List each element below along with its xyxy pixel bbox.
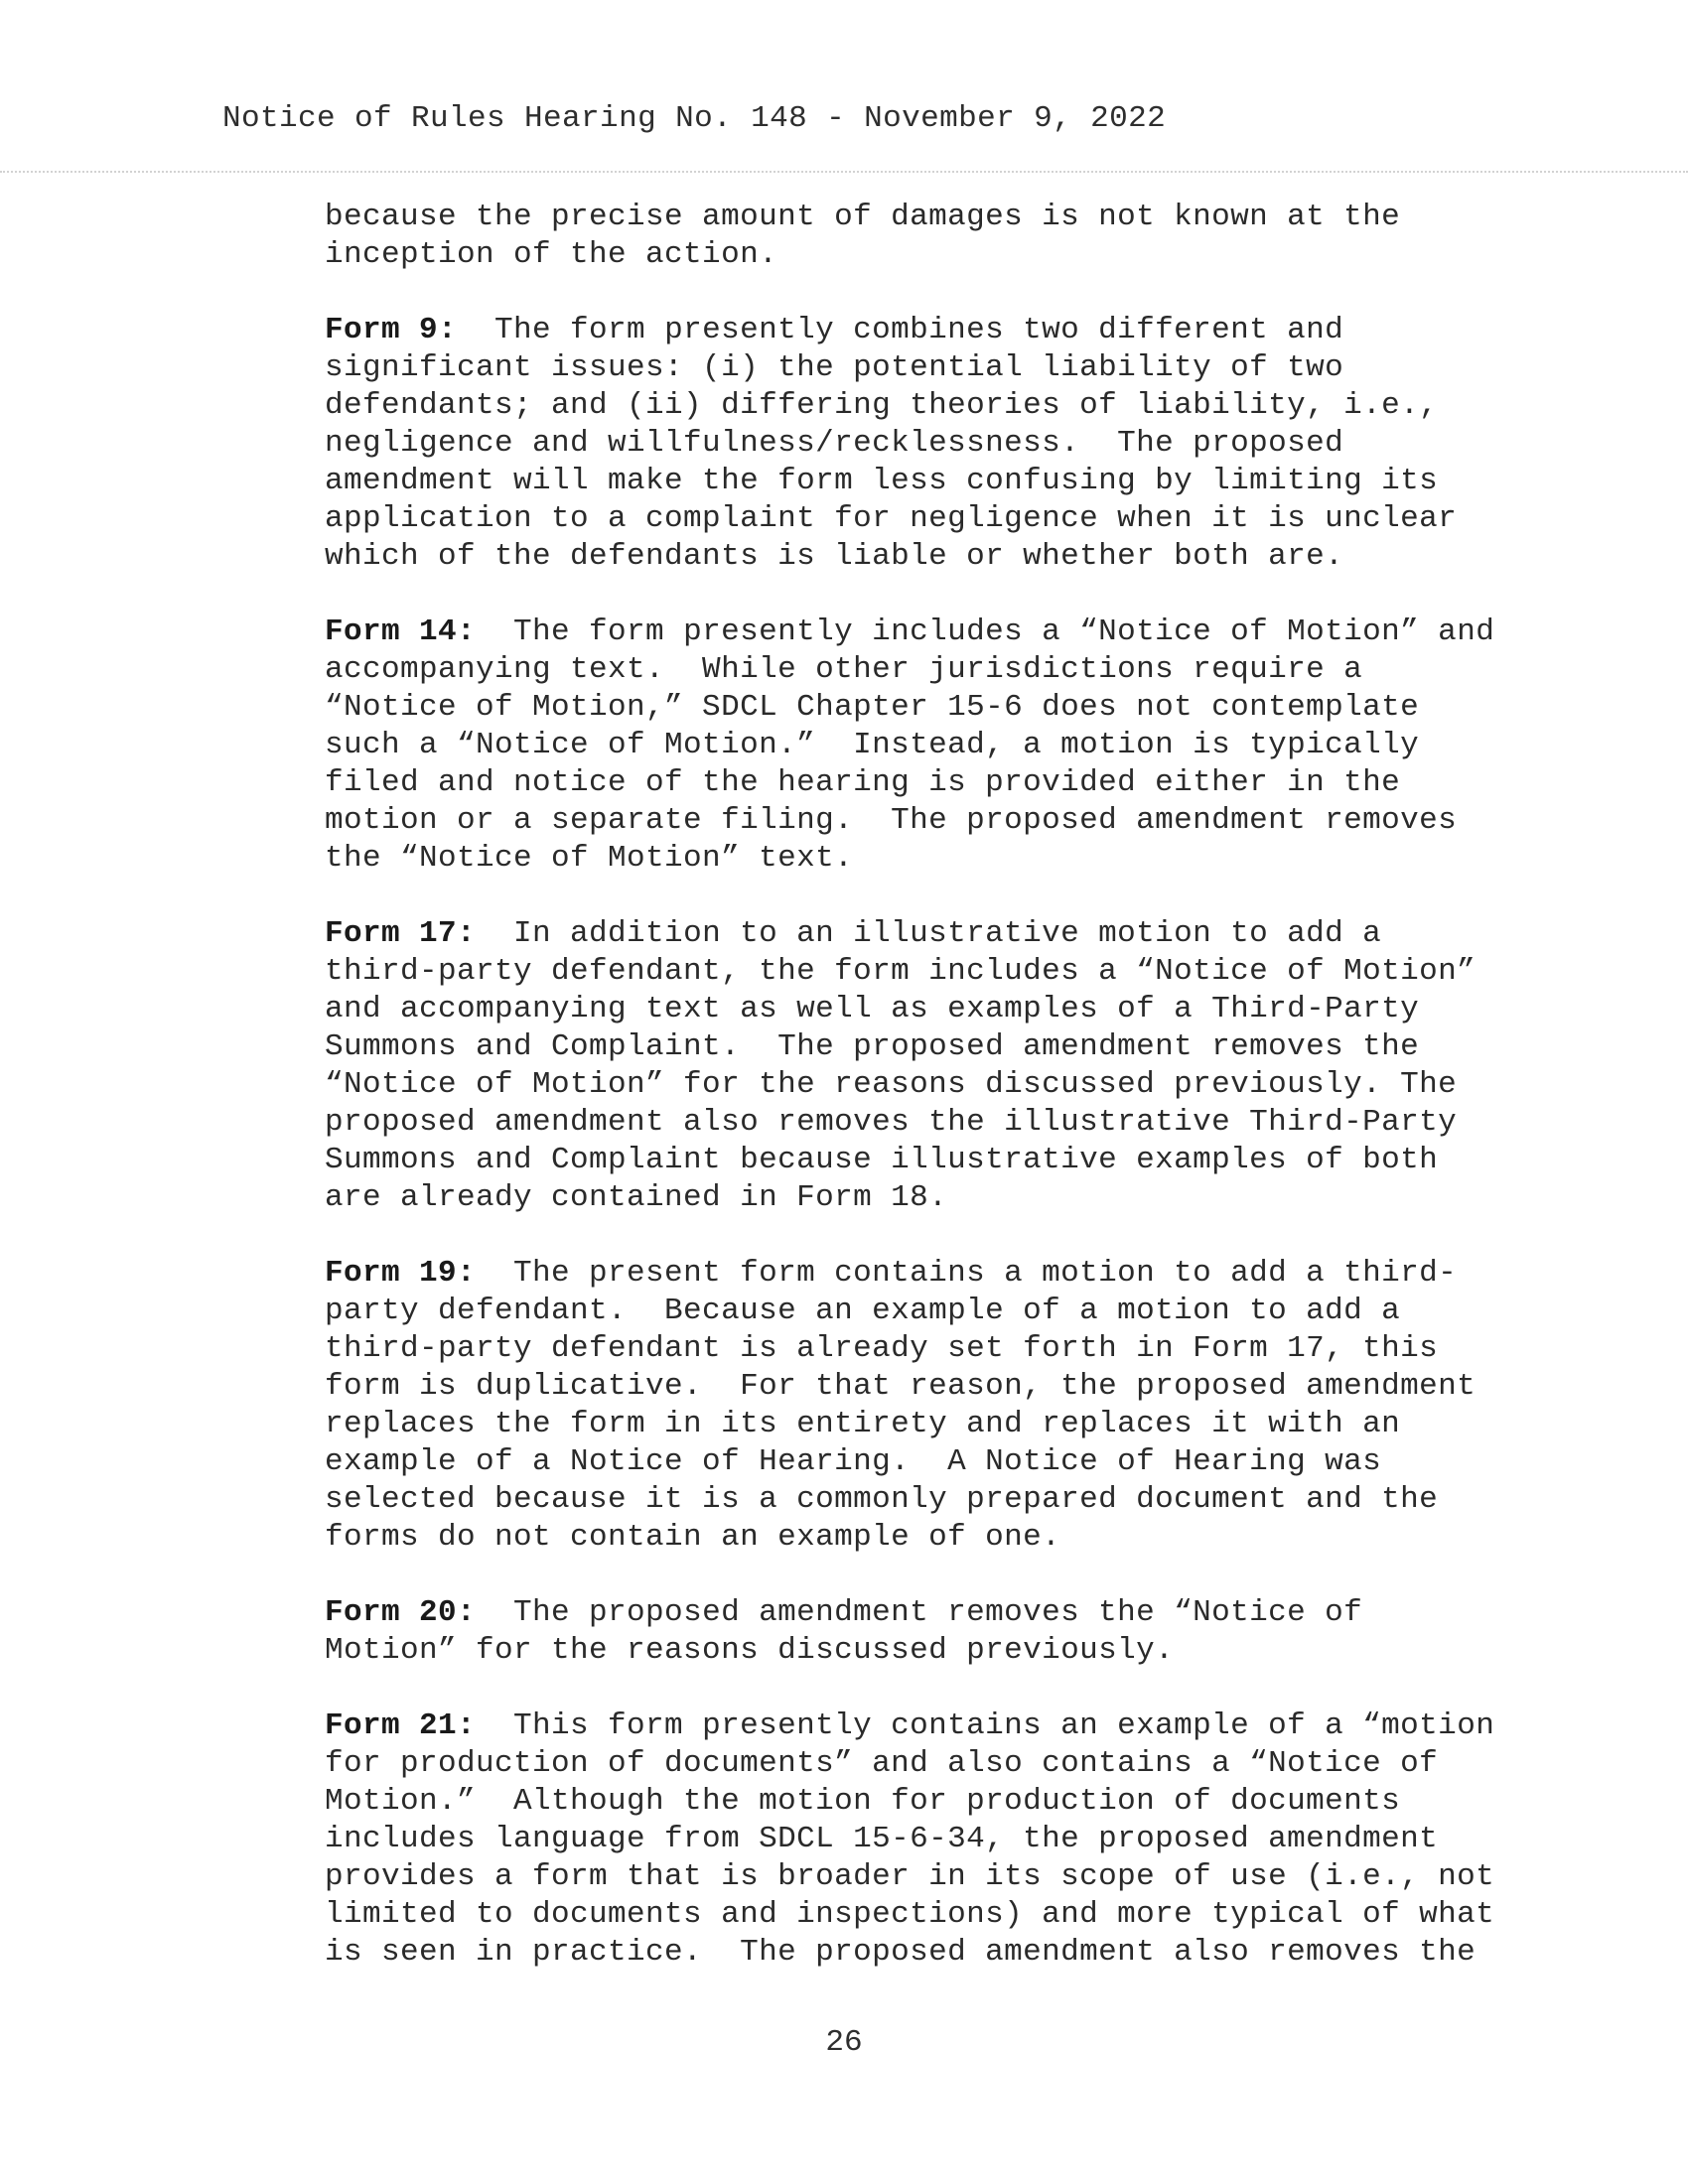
intro-paragraph (325, 199, 1616, 274)
text-line: replaces the form in its entirety and replaces it with an (325, 1407, 1401, 1441)
text-line: significant issues: (i) the potential liability of two (325, 350, 1344, 385)
form-17-paragraph (325, 915, 1616, 1217)
page-number: 26 (825, 2025, 863, 2060)
text-line: Motion.” Although the motion for production of documents (325, 1784, 1401, 1819)
form-label: Form 17: (325, 916, 477, 951)
text-line (325, 1255, 1616, 1293)
text-line (325, 1594, 1616, 1632)
text-line: filed and notice of the hearing is provided either in the (325, 765, 1401, 800)
text-line: proposed amendment also removes the illustrative Third-Party (325, 1105, 1458, 1140)
form-20-paragraph (325, 1594, 1616, 1670)
text-line: party defendant. Because an example of a motion to add a (325, 1294, 1401, 1328)
text-line: includes language from SDCL 15-6-34, the proposed amendment (325, 1822, 1439, 1856)
text-line: because the precise amount of damages is not known at the (325, 200, 1401, 234)
document-body (325, 199, 1616, 2009)
text-line: defendants; and (ii) differing theories of liability, i.e., (325, 388, 1439, 423)
form-label: Form 20: (325, 1595, 477, 1630)
text-segment: This form presently contains an example of a “motion (476, 1708, 1495, 1743)
text-line: are already contained in Form 18. (325, 1180, 948, 1215)
text-line: selected because it is a commonly prepared document and the (325, 1482, 1439, 1517)
text-segment: The present form contains a motion to add a third- (476, 1256, 1458, 1291)
text-line: third-party defendant, the form includes a “Notice of Motion” (325, 954, 1477, 989)
form-label: Form 9: (325, 313, 458, 347)
text-line (325, 312, 1616, 349)
form-label: Form 19: (325, 1256, 477, 1291)
text-line: third-party defendant is already set forth in Form 17, this (325, 1331, 1439, 1366)
text-line: amendment will make the form less confusing by limiting its (325, 464, 1439, 498)
text-segment: The form presently combines two different and (457, 313, 1344, 347)
text-line: Summons and Complaint because illustrative examples of both (325, 1143, 1439, 1177)
text-line: motion or a separate filing. The proposed amendment removes (325, 803, 1458, 838)
text-line: limited to documents and inspections) and more typical of what (325, 1897, 1495, 1932)
form-21-paragraph (325, 1707, 1616, 1972)
form-19-paragraph (325, 1255, 1616, 1557)
header-divider (0, 171, 1688, 173)
text-line: form is duplicative. For that reason, the proposed amendment (325, 1369, 1477, 1404)
form-9-paragraph (325, 312, 1616, 576)
text-line: for production of documents” and also contains a “Notice of (325, 1746, 1439, 1781)
form-label: Form 21: (325, 1708, 477, 1743)
text-line: the “Notice of Motion” text. (325, 841, 854, 876)
text-line (325, 614, 1616, 651)
text-line: such a “Notice of Motion.” Instead, a motion is typically (325, 728, 1420, 762)
text-line: Summons and Complaint. The proposed amendment removes the (325, 1029, 1420, 1064)
text-line: inception of the action. (325, 237, 778, 272)
text-line: provides a form that is broader in its scope of use (i.e., not (325, 1859, 1495, 1894)
text-line: Motion” for the reasons discussed previously. (325, 1633, 1175, 1668)
text-line: is seen in practice. The proposed amendment also removes the (325, 1935, 1477, 1970)
text-line: “Notice of Motion,” SDCL Chapter 15-6 does not contemplate (325, 690, 1420, 725)
page-header-title: Notice of Rules Hearing No. 148 - November 9, 2022 (222, 101, 1167, 136)
text-line: forms do not contain an example of one. (325, 1520, 1061, 1555)
form-label: Form 14: (325, 614, 477, 649)
text-line: which of the defendants is liable or whether both are. (325, 539, 1344, 574)
text-segment: The form presently includes a “Notice of Motion” and (476, 614, 1495, 649)
text-segment: In addition to an illustrative motion to add a (476, 916, 1382, 951)
text-segment: The proposed amendment removes the “Notice of (476, 1595, 1363, 1630)
text-line: accompanying text. While other jurisdictions require a (325, 652, 1363, 687)
text-line: “Notice of Motion” for the reasons discussed previously. The (325, 1067, 1458, 1102)
form-14-paragraph (325, 614, 1616, 878)
text-line: example of a Notice of Hearing. A Notice of Hearing was (325, 1444, 1382, 1479)
text-line: negligence and willfulness/recklessness. The proposed (325, 426, 1344, 461)
text-line: and accompanying text as well as examples of a Third-Party (325, 992, 1420, 1026)
text-line (325, 915, 1616, 953)
text-line (325, 1707, 1616, 1745)
text-line: application to a complaint for negligence when it is unclear (325, 501, 1458, 536)
